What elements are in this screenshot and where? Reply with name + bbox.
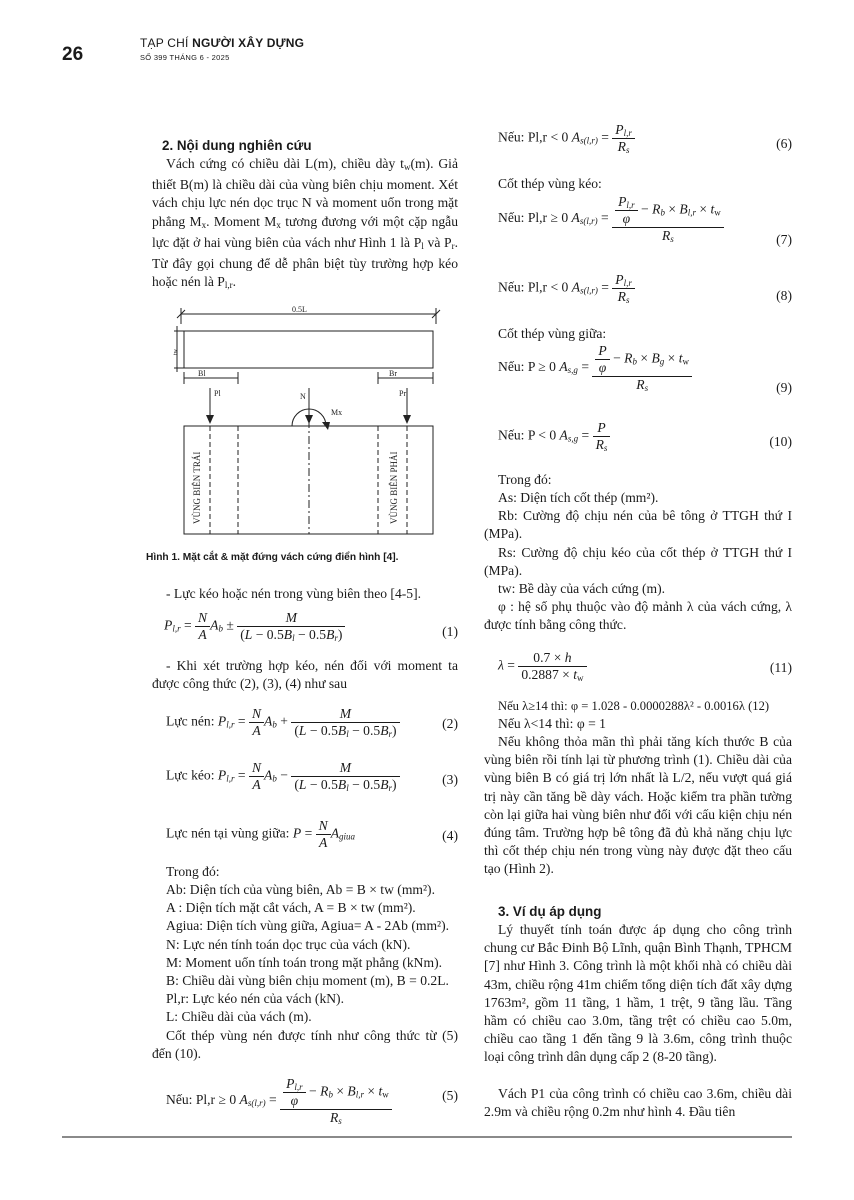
equation-2-number: (2) [442, 716, 458, 731]
equation-10-number: (10) [769, 434, 792, 449]
equation-3: Lực kéo: $P_{l,r}$ = $\frac{N}{A}$ $A_b$ − $\frac{M}{(L - 0.5B_l - 0.5B_r)}$ [166, 760, 400, 793]
equation-12b: Nếu λ<14 thì: φ = 1 [498, 716, 606, 731]
equation-4: Lực nén tại vùng giữa: P = $\frac{N}{A}$ $A_{giua}$ [166, 818, 356, 850]
svg-text:Pr: Pr [399, 389, 407, 398]
figure-1-caption: Hình 1. Mặt cắt & mặt đứng vách cứng điển hình [4]. [146, 552, 399, 563]
equation-9: Nếu: P ≥ 0 $A_{s,g}$ = $\frac{P}{\varphi}$ − $R_b \times B_g \times t_w$ $R_s$ [498, 343, 692, 393]
tension-title: Cốt thép vùng kéo: [498, 176, 602, 191]
svg-text:Mx: Mx [331, 408, 343, 417]
equation-4-number: (4) [442, 828, 458, 843]
equation-11: λ = $\frac{0.7 \times h}{0.2887 \times t_w}$ [498, 650, 587, 683]
section-heading-2: 2. Nội dung nghiên cứu [162, 138, 312, 153]
rebar-paragraph: Cốt thép vùng nén được tính như công thức từ (5) đến (10). [152, 1028, 458, 1062]
right-where-label: Trong đó: [498, 472, 552, 487]
svg-text:0.5L: 0.5L [292, 305, 307, 314]
equation-9-number: (9) [776, 380, 792, 395]
boundary-paragraph: - Lực kéo hoặc nén trong vùng biên theo [4-5]. [166, 586, 421, 601]
equation-12: Nếu λ≥14 thì: φ = 1.028 - 0.0000288λ² - 0.0016λ (12) [498, 699, 770, 713]
equation-1-number: (1) [442, 624, 458, 639]
equation-2: Lực nén: $P_{l,r}$ = $\frac{N}{A}$ $A_b$ + $\frac{M}{(L - 0.5B_l - 0.5B_r)}$ [166, 706, 400, 739]
equation-11-number: (11) [769, 660, 792, 675]
page-number: 26 [62, 44, 84, 65]
equation-5: Nếu: Pl,r ≥ 0 $A_{s(l,r)}$ = $\frac{P_{l,r}}{\varphi}$ − $R_b \times B_{l,r} \times t_w$ $R_s$ [166, 1076, 392, 1126]
equation-6-number: (6) [776, 136, 792, 151]
equation-8: Nếu: Pl,r < 0 $A_{s(l,r)}$ = $\frac{P_{l,r}}{R_s}$ [498, 272, 635, 305]
svg-text:Bl: Bl [198, 369, 206, 378]
svg-text:tw: tw [173, 349, 179, 355]
footer-rule [62, 1136, 792, 1138]
middle-title: Cốt thép vùng giữa: [498, 326, 607, 341]
intro-paragraph: Vách cứng có chiều dài L(m), chiều dày $t_w(m)$. Giả thiết B(m) là chiều dài của vùng biên chịu moment. Xét vách chịu lực nén dọc trục N và moment uốn trong mặt phẳng $M_x$. Moment $M_x$ tương đương với một cặp ngẫu lực đặt ở hai vùng biên của vách như Hình 1 là $P_l$ và $P_r$. Từ đây gọi chung để dễ phân biệt tùy trường hợp kéo hoặc nén là $P_{l,r}$. [152, 156, 459, 291]
case-paragraph: - Khi xét trường hợp kéo, nén đối với moment ta được công thức (2), (3), (4) như sau [152, 658, 458, 692]
svg-text:N: N [300, 392, 306, 401]
equation-5-number: (5) [442, 1088, 458, 1103]
left-definitions: Ab: Diện tích của vùng biên, Ab = B × tw (mm²). A : Diện tích mặt cắt vách, A = B × tw (mm²). Agiua: Diện tích vùng giữa, Agiua= A - 2Ab (mm²). N: Lực nén tính toán dọc trục của vách (kN). M: Moment uốn tính toán trong mặt phẳng (kNm). B: Chiều dài vùng biên chịu moment (m), B = 0.2L. Pl,r: Lực kéo nén của vách (kN). L: Chiều dài của vách (m). [166, 882, 450, 1025]
equation-1: $P_{l,r}$ = $\frac{N}{A}$ $A_b$ ± $\frac{M}{(L - 0.5B_l - 0.5B_r)}$ [164, 610, 345, 643]
fail-paragraph: Nếu không thỏa mãn thì phải tăng kích thước B của vùng biên rồi tính lại từ phương trình (1). Chiều dài của vùng biên B có giá trị lớn nhất là L/2, nếu vượt quá giá trị này cần tăng bề dày vách. Hoặc kiểm tra phần tường còn lại giữa hai vùng biên như đối với cấu kiện chịu nén đúng tâm. Trường hợp bê tông đã đủ khả năng chịu lực thì cốt thép chịu nén trong vùng này được đặt theo cấu tạo (Hình 2). [484, 734, 792, 877]
figure-1-wall-section [173, 302, 440, 538]
equation-7-number: (7) [776, 232, 792, 247]
example-paragraph: Lý thuyết tính toán được áp dụng cho công trình chung cư Bắc Đinh Bộ Lĩnh, quận Bình Thạnh, TPHCM [7] như Hình 3. Công trình là một khối nhà có chiều dài 43m, chiều rộng 41m chiếm tổng diện tích đất xây dựng 1763m², gồm 11 tầng, 1 hầm, 1 trệt, 9 tầng lầu. Tầng hầm có chiều cao 3.0m, tầng trệt có chiều cao 5.0m, chiều cao tầng 1 đến tầng 9 là 3.6m, công trình thuộc loại công trình dân dụng cấp 2 (8-20 tầng). [484, 922, 792, 1065]
equation-3-number: (3) [442, 772, 458, 787]
equation-7: Nếu: Pl,r ≥ 0 $A_{s(l,r)}$ = $\frac{P_{l,r}}{\varphi}$ − $R_b \times B_{l,r} \times t_w$ $R_s$ [498, 194, 724, 244]
issue-label: SỐ 399 THÁNG 6 - 2025 [140, 53, 230, 62]
svg-text:VÙNG BIÊN PHẢI: VÙNG BIÊN PHẢI [389, 451, 399, 524]
equation-6: Nếu: Pl,r < 0 $A_{s(l,r)}$ = $\frac{P_{l,r}}{R_s}$ [498, 122, 635, 155]
where-label: Trong đó: [166, 864, 220, 879]
right-definitions: As: Diện tích cốt thép (mm²). Rb: Cường độ chịu nén của bê tông ở TTGH thứ I (MPa). Rs: Cường độ chịu kéo của cốt thép ở TTGH thứ I (MPa). tw: Bề dày của vách cứng (m). φ : hệ số phụ thuộc vào độ mảnh λ của vách cứng, λ được tính bằng công thức. [484, 490, 792, 633]
magazine-title: TẠP CHÍ NGƯỜI XÂY DỰNG [140, 36, 305, 50]
wall-paragraph: Vách P1 của công trình có chiều cao 3.6m, chiều dài 2.9m và chiều rộng 0.2m như hình 4. Đầu tiên [484, 1086, 792, 1120]
equation-8-number: (8) [776, 288, 792, 303]
svg-text:Br: Br [389, 369, 397, 378]
section-heading-3: 3. Ví dụ áp dụng [498, 904, 602, 919]
svg-text:Pl: Pl [214, 389, 221, 398]
equation-10: Nếu: P < 0 $A_{s,g}$ = $\frac{P}{R_s}$ [498, 420, 610, 453]
svg-text:VÙNG BIÊN TRÁI: VÙNG BIÊN TRÁI [192, 451, 202, 524]
